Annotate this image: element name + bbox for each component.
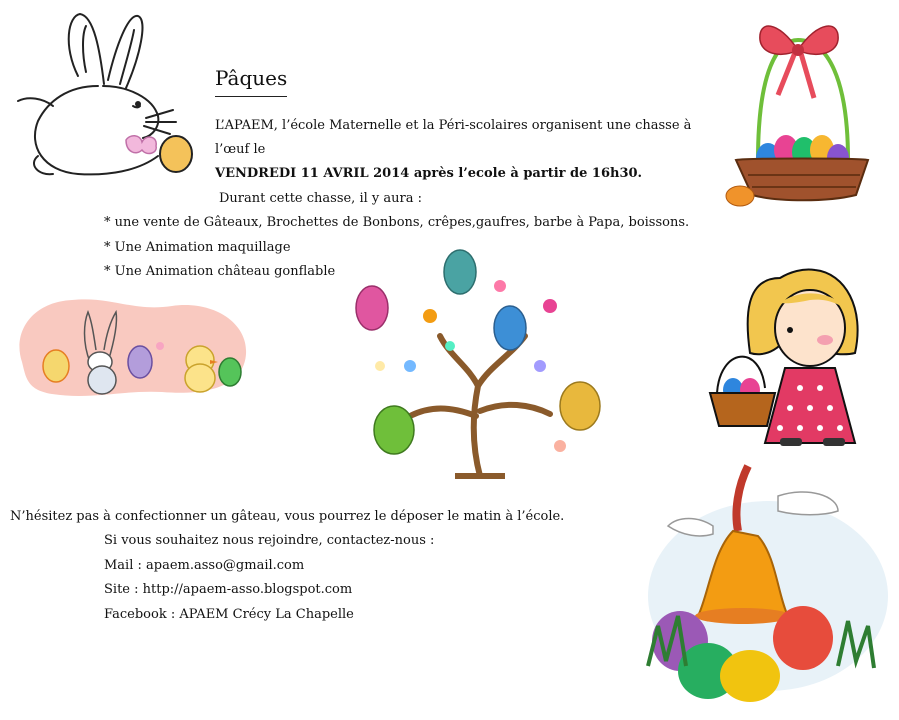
mail-line: Mail : apaem.asso@gmail.com [104,558,305,573]
facebook-line: Facebook : APAEM Crécy La Chapelle [104,607,354,622]
site-line: Site : http://apaem-asso.blogspot.com [104,582,353,597]
list-item: * Une Animation maquillage [104,240,291,255]
bake-line: N’hésitez pas à confectionner un gâteau, vous pourrez le déposer le matin à l’école. [10,509,565,524]
list-item: * Une Animation château gonflable [104,264,336,279]
bell-with-eggs-illustration [638,456,893,706]
during-line: Durant cette chasse, il y aura : [219,191,422,206]
bunny-chick-banner-illustration [12,292,250,402]
join-line: Si vous souhaitez nous rejoindre, contactez-nous : [104,533,435,548]
page-title: Pâques [215,66,287,97]
egg-tree-illustration [350,246,610,482]
intro-line-2: l’œuf le [215,142,266,157]
date-line: VENDREDI 11 AVRIL 2014 après l’ecole à partir de 16h30. [215,166,643,181]
girl-with-basket-illustration [705,258,895,453]
intro-line-1: L’APAEM, l’école Maternelle et la Péri-scolaires organisent une chasse à [215,118,692,133]
rabbit-illustration [8,6,208,186]
easter-basket-illustration [718,10,893,210]
list-item: * une vente de Gâteaux, Brochettes de Bonbons, crêpes,gaufres, barbe à Papa, boissons. [104,215,690,230]
